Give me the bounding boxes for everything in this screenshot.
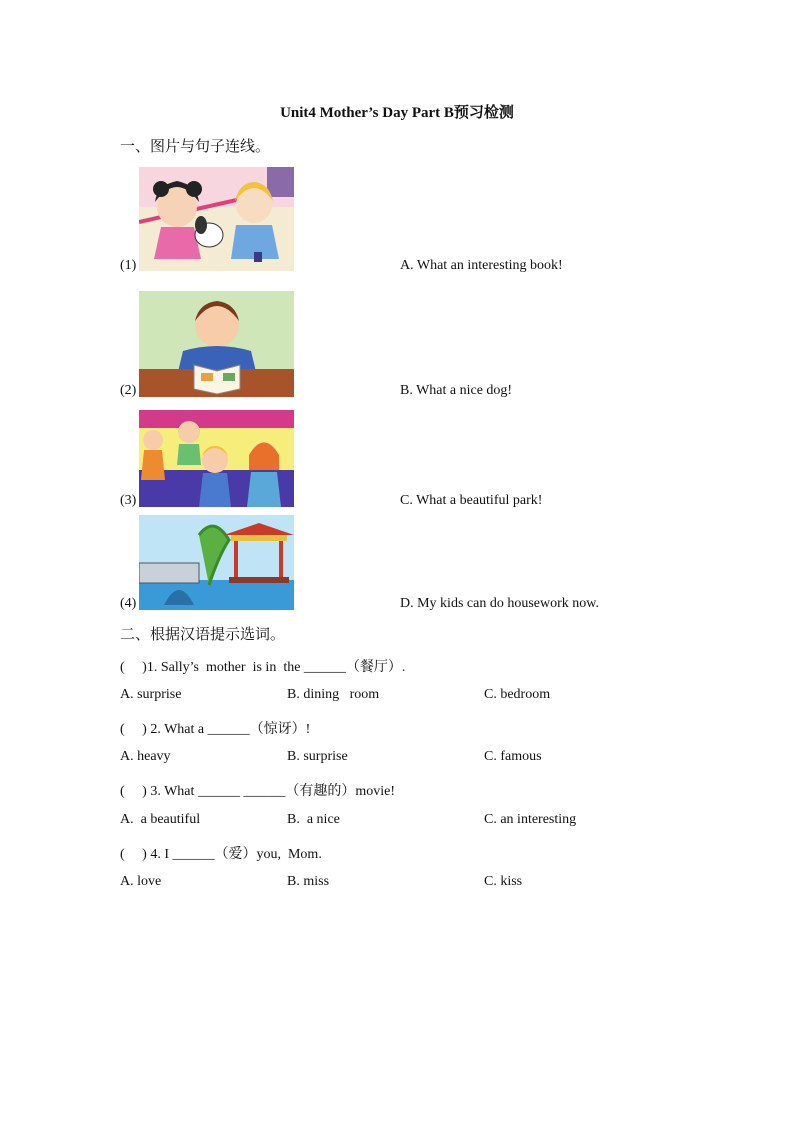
park-pavilion-picture: [139, 515, 294, 610]
girls-with-dog-picture: [139, 167, 294, 271]
question-3-choice-a: A. a beautiful: [120, 812, 201, 827]
section2-heading: 二、根据汉语提示选词。: [120, 627, 286, 643]
question-2-choice-a: A. heavy: [120, 749, 171, 764]
question-2-choice-b: B. surprise: [287, 749, 348, 764]
section1-heading: 一、图片与句子连线。: [120, 139, 271, 155]
question-3-choice-b: B. a nice: [287, 812, 340, 827]
question-1-choice-c: C. bedroom: [484, 687, 551, 702]
question-4-choice-a: A. love: [120, 874, 162, 889]
boy-reading-book-picture: [139, 291, 294, 397]
question-3-choice-c: C. an interesting: [484, 812, 577, 827]
question-2-stem: ( ) 2. What a ______（惊讶）!: [120, 722, 311, 737]
option-b: B. What a nice dog!: [400, 383, 513, 398]
question-4-choice-c: C. kiss: [484, 874, 523, 889]
page-title: Unit4 Mother’s Day Part B预习检测: [280, 105, 514, 121]
option-a: A. What an interesting book!: [400, 258, 563, 273]
item-number-1: (1): [120, 258, 137, 273]
item-number-2: (2): [120, 383, 137, 398]
question-1-choice-b: B. dining room: [287, 687, 380, 702]
question-1-stem: ( )1. Sally’s mother is in the ______（餐厅）.: [120, 660, 406, 675]
item-number-3: (3): [120, 493, 137, 508]
question-2-choice-c: C. famous: [484, 749, 542, 764]
question-4-stem: ( ) 4. I ______（爱）you, Mom.: [120, 847, 322, 862]
option-d: D. My kids can do housework now.: [400, 596, 599, 611]
question-4-choice-b: B. miss: [287, 874, 330, 889]
kids-doing-housework-picture: [139, 410, 294, 507]
question-1-choice-a: A. surprise: [120, 687, 182, 702]
option-c: C. What a beautiful park!: [400, 493, 543, 508]
question-3-stem: ( ) 3. What ______ ______（有趣的）movie!: [120, 784, 396, 799]
item-number-4: (4): [120, 596, 137, 611]
